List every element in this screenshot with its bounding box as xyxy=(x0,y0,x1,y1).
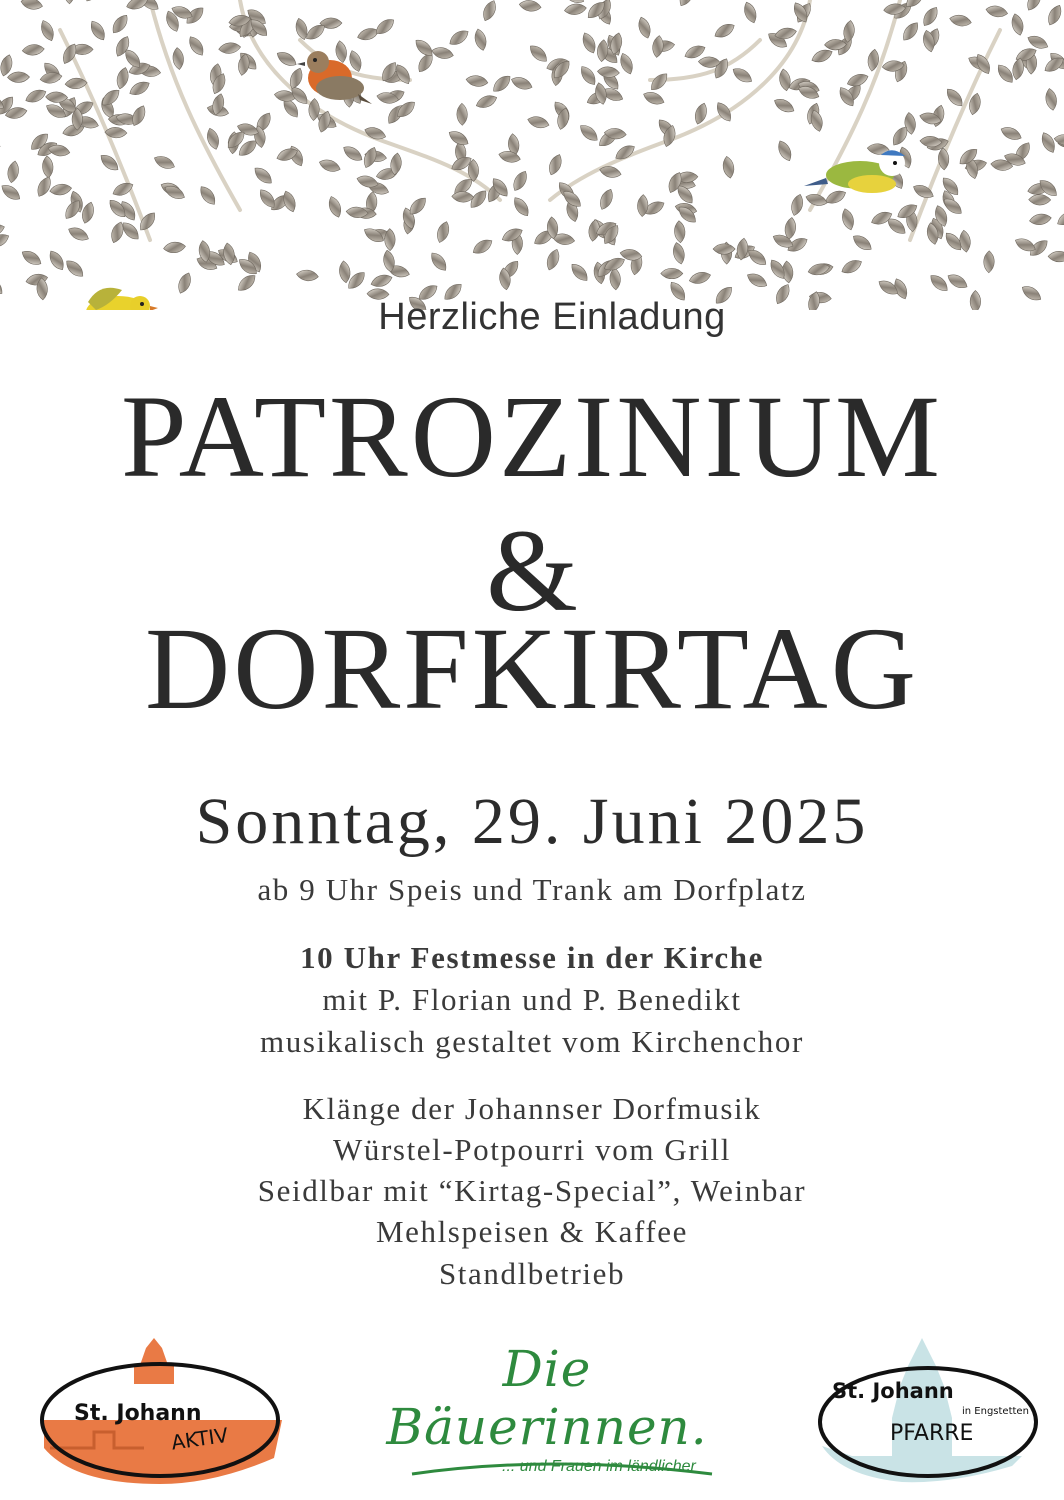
leaf-icon xyxy=(823,188,847,207)
leaf-icon xyxy=(688,270,712,286)
program-line: mit P. Florian und P. Benedikt xyxy=(322,982,742,1017)
leaf-icon xyxy=(82,0,103,4)
leaf-icon xyxy=(431,45,455,60)
leaf-icon xyxy=(369,272,393,289)
svg-text:St. Johann: St. Johann xyxy=(832,1379,954,1403)
leaf-icon xyxy=(742,0,759,24)
leaf-icon xyxy=(318,157,342,174)
leaf-icon xyxy=(20,0,44,11)
leaf-icon xyxy=(712,21,736,41)
leaf-icon xyxy=(1045,3,1064,27)
program-line: Würstel-Potpourri vom Grill xyxy=(333,1132,731,1167)
leaf-icon xyxy=(0,182,23,203)
leaf-icon xyxy=(789,193,805,217)
baeuerinnen-tagline: ... und Frauen im ländlicher xyxy=(502,1458,696,1475)
program-line: 10 Uhr Festmesse in der Kirche xyxy=(300,940,764,975)
leaf-icon xyxy=(109,12,131,36)
leaf-icon xyxy=(546,152,564,176)
svg-text:St. Johann: St. Johann xyxy=(74,1401,202,1426)
leaf-icon xyxy=(49,183,72,196)
program-line: musikalisch gestaltet vom Kirchenchor xyxy=(260,1024,804,1059)
leaf-icon xyxy=(674,220,686,243)
program-line: Mehlspeisen & Kaffee xyxy=(375,1214,689,1249)
leaf-icon xyxy=(609,268,621,291)
leaf-icon xyxy=(470,236,494,257)
leaf-icon xyxy=(1054,133,1064,146)
leaf-icon xyxy=(19,248,43,269)
leaf-icon xyxy=(511,195,532,219)
leaf-icon xyxy=(1055,208,1064,228)
leaf-icon xyxy=(66,224,90,243)
leaf-icon xyxy=(64,0,75,4)
leaf-icon xyxy=(564,3,587,16)
leaf-icon xyxy=(341,143,365,164)
leaf-icon xyxy=(636,16,653,40)
st-johann-aktiv-logo xyxy=(34,1328,286,1486)
leaf-icon xyxy=(46,248,67,272)
title-dorfkirtag: DORFKIRTAG xyxy=(145,603,919,734)
leaf-icon xyxy=(840,207,856,231)
leaf-icon xyxy=(1029,194,1051,205)
leaf-icon xyxy=(0,274,6,297)
leaf-icon xyxy=(568,261,591,284)
leaf-icon xyxy=(34,174,54,198)
leaf-icon xyxy=(127,79,151,99)
svg-text:AKTIV: AKTIV xyxy=(169,1422,230,1455)
leaf-icon xyxy=(900,20,922,44)
leaf-icon xyxy=(661,268,683,279)
leaf-icon xyxy=(745,270,769,290)
program-line: Klänge der Johannser Dorfmusik xyxy=(302,1091,762,1126)
leaf-icon xyxy=(474,93,498,111)
leaf-icon xyxy=(88,18,109,42)
leaf-icon xyxy=(618,52,636,76)
blue-tit-bird-icon xyxy=(804,150,905,193)
leaf-icon xyxy=(1048,251,1064,262)
leaf-icon xyxy=(775,139,794,163)
die-baeuerinnen-logo xyxy=(362,1340,732,1490)
program-line: Standlbetrieb xyxy=(438,1256,626,1291)
leaf-icon xyxy=(580,31,599,55)
program-line: Seidlbar mit “Kirtag-Special”, Weinbar xyxy=(257,1173,807,1208)
leaf-icon xyxy=(597,187,616,211)
leaf-icon xyxy=(985,4,1009,19)
leaf-icon xyxy=(671,241,686,265)
leaf-icon xyxy=(163,241,186,254)
leaf-icon xyxy=(457,103,468,125)
leaf-icon xyxy=(356,26,380,42)
leaf-icon xyxy=(840,257,864,276)
baeuerinnen-name: Die Bäuerinnen. xyxy=(386,1340,708,1456)
leaf-icon xyxy=(334,40,348,63)
title-patrozinium: PATROZINIUM xyxy=(121,371,943,502)
leaf-icon xyxy=(63,257,86,280)
leaf-icon xyxy=(597,66,620,78)
robin-bird-icon xyxy=(297,51,372,104)
title-ampersand: & xyxy=(486,505,578,636)
leaf-icon xyxy=(235,272,258,294)
leaf-icon xyxy=(251,164,274,187)
leaf-icon xyxy=(428,250,450,274)
leaf-icon xyxy=(1024,0,1044,13)
leaf-icon xyxy=(510,74,534,92)
leaf-icon xyxy=(927,272,950,295)
tree-branches-decoration xyxy=(0,0,1064,310)
leaf-icon xyxy=(730,65,754,86)
event-date: Sonntag, 29. Juni 2025 xyxy=(195,785,869,858)
leaf-icon xyxy=(0,141,1,157)
invitation-subtitle: Herzliche Einladung xyxy=(378,296,726,338)
leaf-icon xyxy=(510,169,530,193)
leaf-icon xyxy=(810,47,834,65)
leaf-icon xyxy=(347,49,364,73)
leaf-icon xyxy=(38,18,56,42)
leaf-icon xyxy=(218,42,241,55)
leaf-icon xyxy=(984,251,995,273)
leaf-icon xyxy=(805,192,829,208)
leaf-icon xyxy=(480,0,499,23)
leaf-icon xyxy=(465,74,488,88)
leaf-icon xyxy=(115,66,131,90)
leaf-icon xyxy=(1010,13,1026,37)
leaf-icon xyxy=(22,44,45,56)
st-johann-pfarre-logo xyxy=(812,1326,1042,1486)
leaf-icon xyxy=(642,89,666,107)
leaf-icon xyxy=(473,28,489,52)
leaf-icon xyxy=(949,13,973,28)
svg-text:PFARRE: PFARRE xyxy=(890,1421,974,1446)
leaf-icon xyxy=(6,160,20,183)
leaf-icon xyxy=(275,49,299,69)
leaf-icon xyxy=(945,271,969,291)
svg-text:in Engstetten: in Engstetten xyxy=(962,1406,1029,1417)
leaf-icon xyxy=(0,231,11,250)
leaf-icon xyxy=(772,96,796,116)
leaf-icon xyxy=(519,0,542,13)
leaf-icon xyxy=(920,4,941,28)
leaf-icon xyxy=(651,35,664,58)
leaf-icon xyxy=(1029,213,1052,226)
leaf-icon xyxy=(527,42,550,65)
leaf-icon xyxy=(1039,130,1058,154)
leaf-icon xyxy=(24,87,48,106)
leaf-icon xyxy=(175,271,193,295)
leaf-icon xyxy=(338,260,351,283)
leaf-icon xyxy=(526,114,550,130)
leaf-icon xyxy=(577,122,600,144)
leaf-icon xyxy=(197,184,219,208)
leaf-icon xyxy=(435,220,452,244)
leaf-icon xyxy=(447,27,471,48)
leaf-icon xyxy=(999,124,1023,143)
leaf-icon xyxy=(326,195,343,219)
leaf-icon xyxy=(1044,88,1058,111)
leaf-icon xyxy=(186,34,207,58)
program-line: ab 9 Uhr Speis und Trank am Dorfplatz xyxy=(257,872,807,907)
leaf-icon xyxy=(676,0,696,8)
leaf-icon xyxy=(850,232,874,253)
leaf-icon xyxy=(7,72,29,83)
leaf-icon xyxy=(172,47,185,70)
leaf-icon xyxy=(296,269,319,282)
leaf-icon xyxy=(578,63,599,87)
leaf-icon xyxy=(42,156,54,179)
leaf-icon xyxy=(721,155,735,178)
leaf-icon xyxy=(544,248,562,272)
leaf-icon xyxy=(490,72,513,95)
leaf-icon xyxy=(152,153,176,172)
